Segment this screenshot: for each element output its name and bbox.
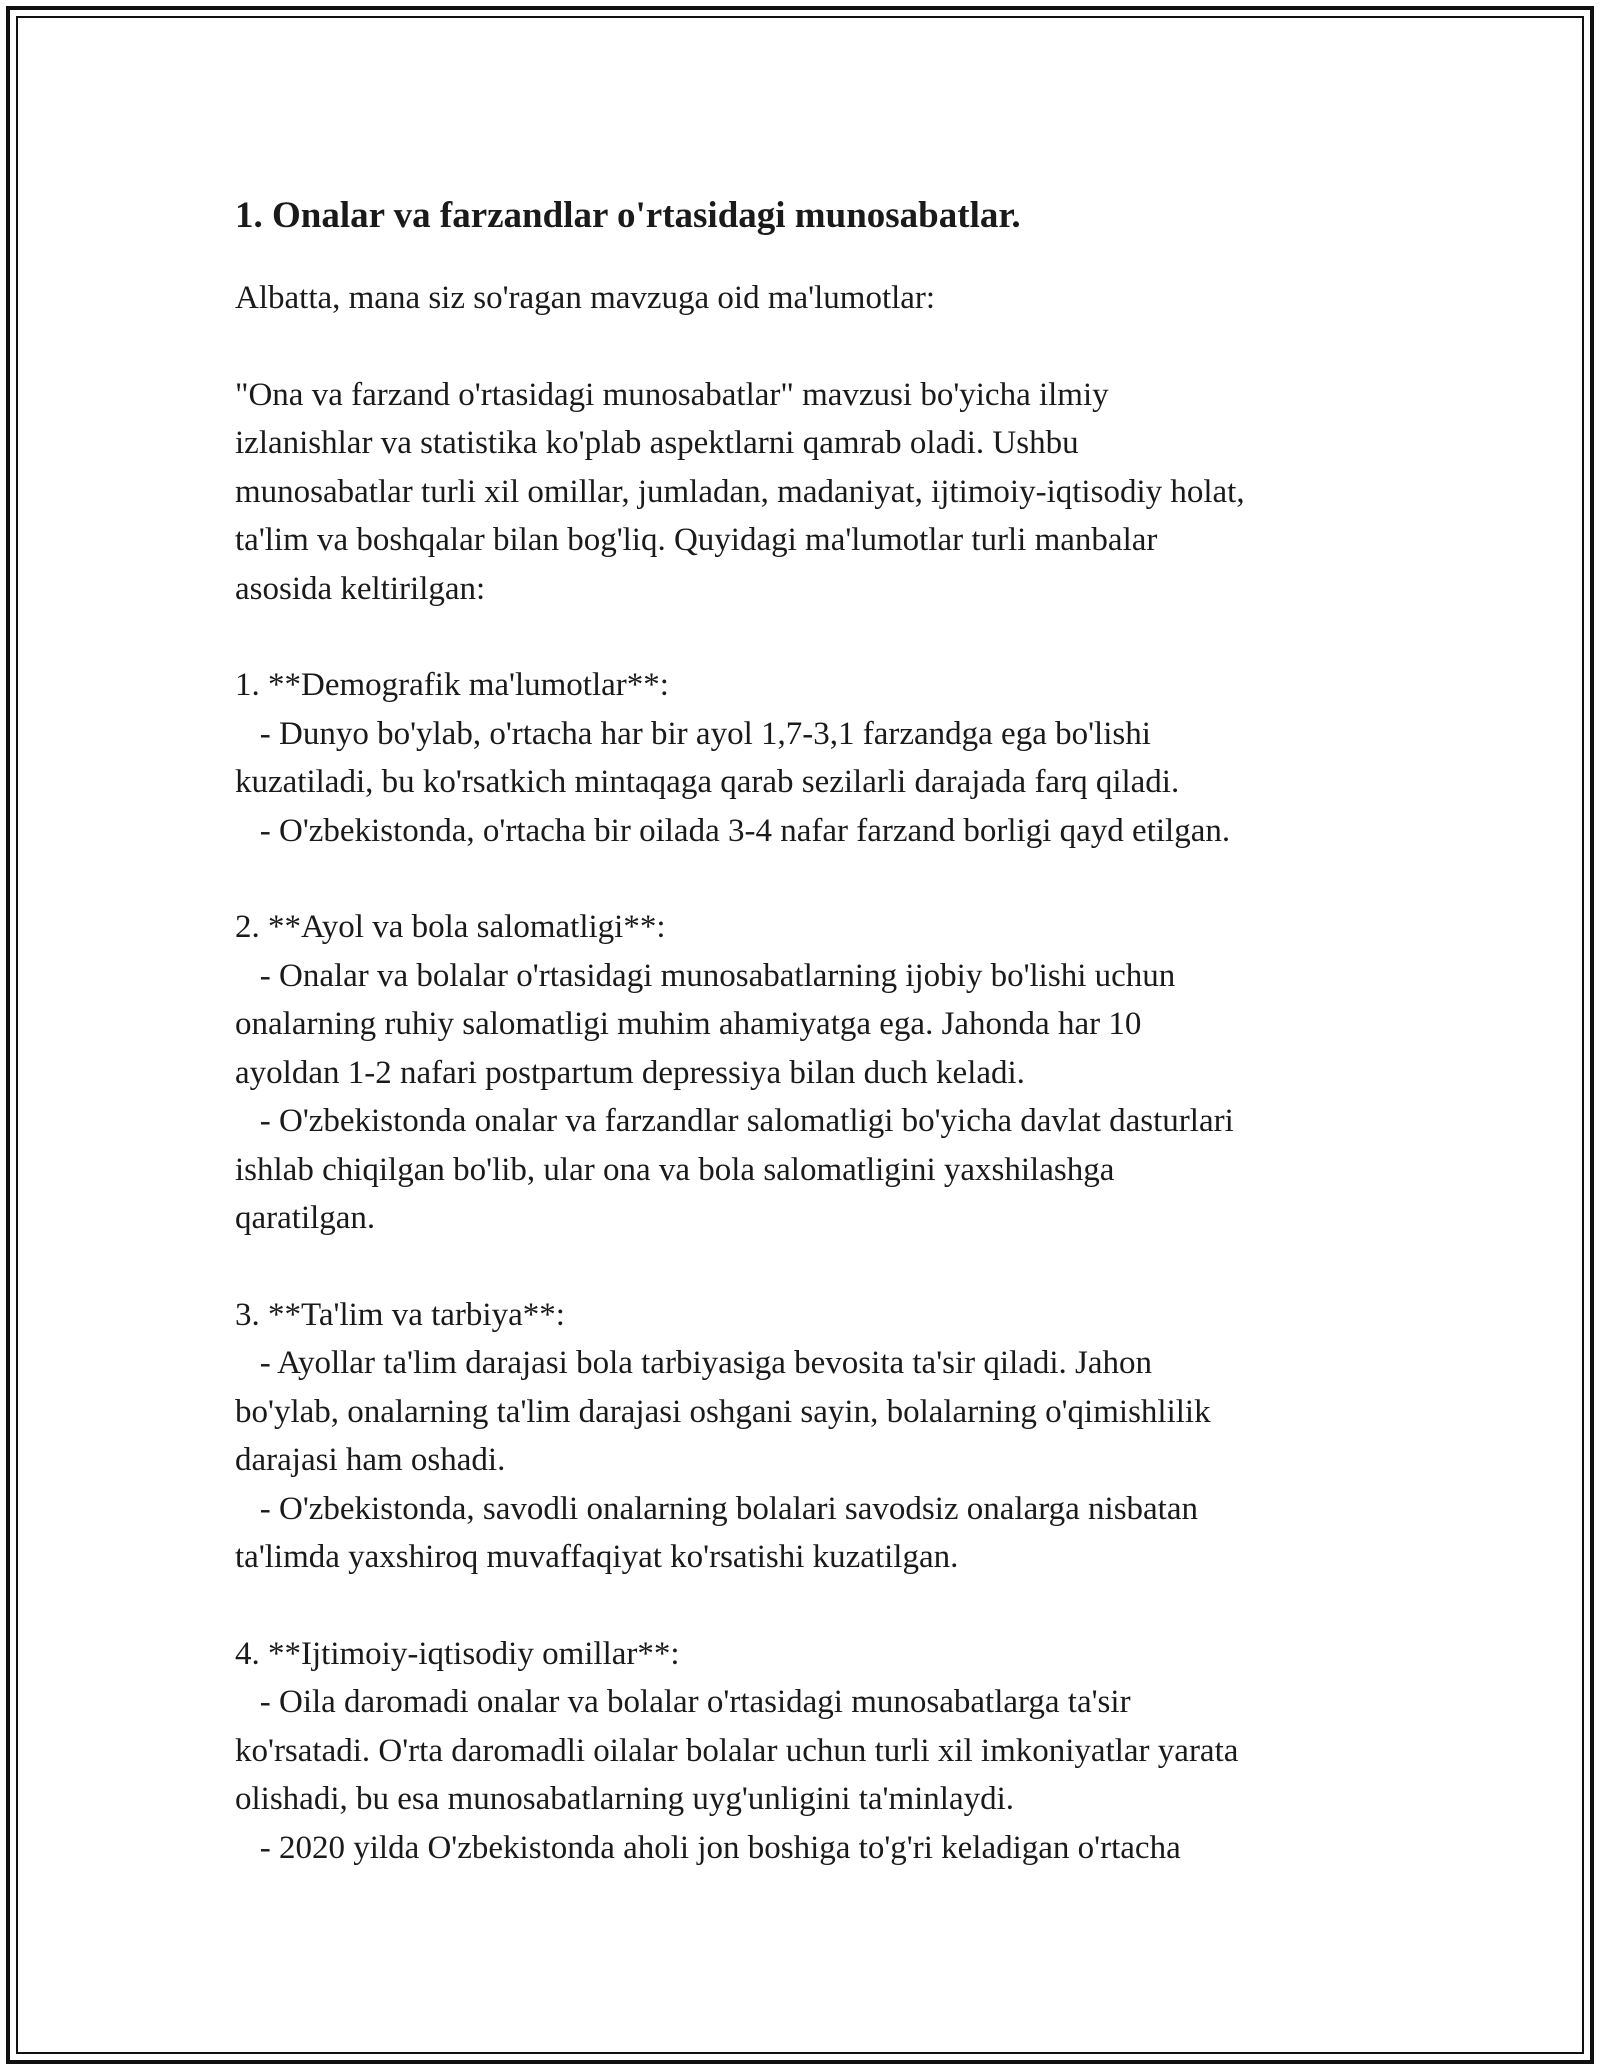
section-education: 3. **Ta'lim va tarbiya**: - Ayollar ta'lim darajasi bola tarbiyasiga bevosita ta'sir qiladi. Jahon bo'ylab, onalarning ta'lim darajasi oshgani sayin, bolalarning o'qimishlilik darajasi ham oshadi. - O'zbekistonda, savodli onalarning bolalari savodsiz onalarga nisbatan ta'limda yaxshiroq muvaffaqiyat ko'rsatishi kuzatilgan. xyxy=(235,1296,1211,1575)
section-socioeconomic: 4. **Ijtimoiy-iqtisodiy omillar**: - Oila daromadi onalar va bolalar o'rtasidagi munosabatlarga ta'sir ko'rsatadi. O'rta daromadli oilalar bolalar uchun turli xil imkoniyatlar yarata olishadi, bu esa munosabatlarning uyg'unligini ta'minlaydi. - 2020 yilda O'zbekistonda aholi jon boshiga to'g'ri keladigan o'rtacha xyxy=(235,1635,1239,1866)
section-demographics: 1. **Demografik ma'lumotlar**: - Dunyo bo'ylab, o'rtacha har bir ayol 1,7-3,1 farzandga ega bo'lishi kuzatiladi, bu ko'rsatkich mintaqaga qarab sezilarli darajada farq qiladi. - O'zbekistonda, o'rtacha bir oilada 3-4 nafar farzand borligi qayd etilgan. xyxy=(235,667,1231,849)
document-body xyxy=(235,188,1385,1920)
document-title: 1. Onalar va farzandlar o'rtasidagi munosabatlar. xyxy=(235,195,1021,236)
overview-paragraph: "Ona va farzand o'rtasidagi munosabatlar" mavzusi bo'yicha ilmiy izlanishlar va statistika ko'plab aspektlarni qamrab oladi. Ushbu munosabatlar turli xil omillar, jumladan, madaniyat, ijtimoiy-iqtisodiy holat, ta'lim va boshqalar bilan bog'liq. Quyidagi ma'lumotlar turli manbalar asosida keltirilgan: xyxy=(235,376,1245,607)
intro-paragraph: Albatta, mana siz so'ragan mavzuga oid ma'lumotlar: xyxy=(235,280,936,316)
section-health: 2. **Ayol va bola salomatligi**: - Onalar va bolalar o'rtasidagi munosabatlarning ijobiy bo'lishi uchun onalarning ruhiy salomatligi muhim ahamiyatga ega. Jahonda har 10 ayoldan 1-2 nafari postpartum depressiya bilan duch keladi. - O'zbekistonda onalar va farzandlar salomatligi bo'yicha davlat dasturlari ishlab chiqilgan bo'lib, ular ona va bola salomatligini yaxshilashga qaratilgan. xyxy=(235,909,1234,1236)
